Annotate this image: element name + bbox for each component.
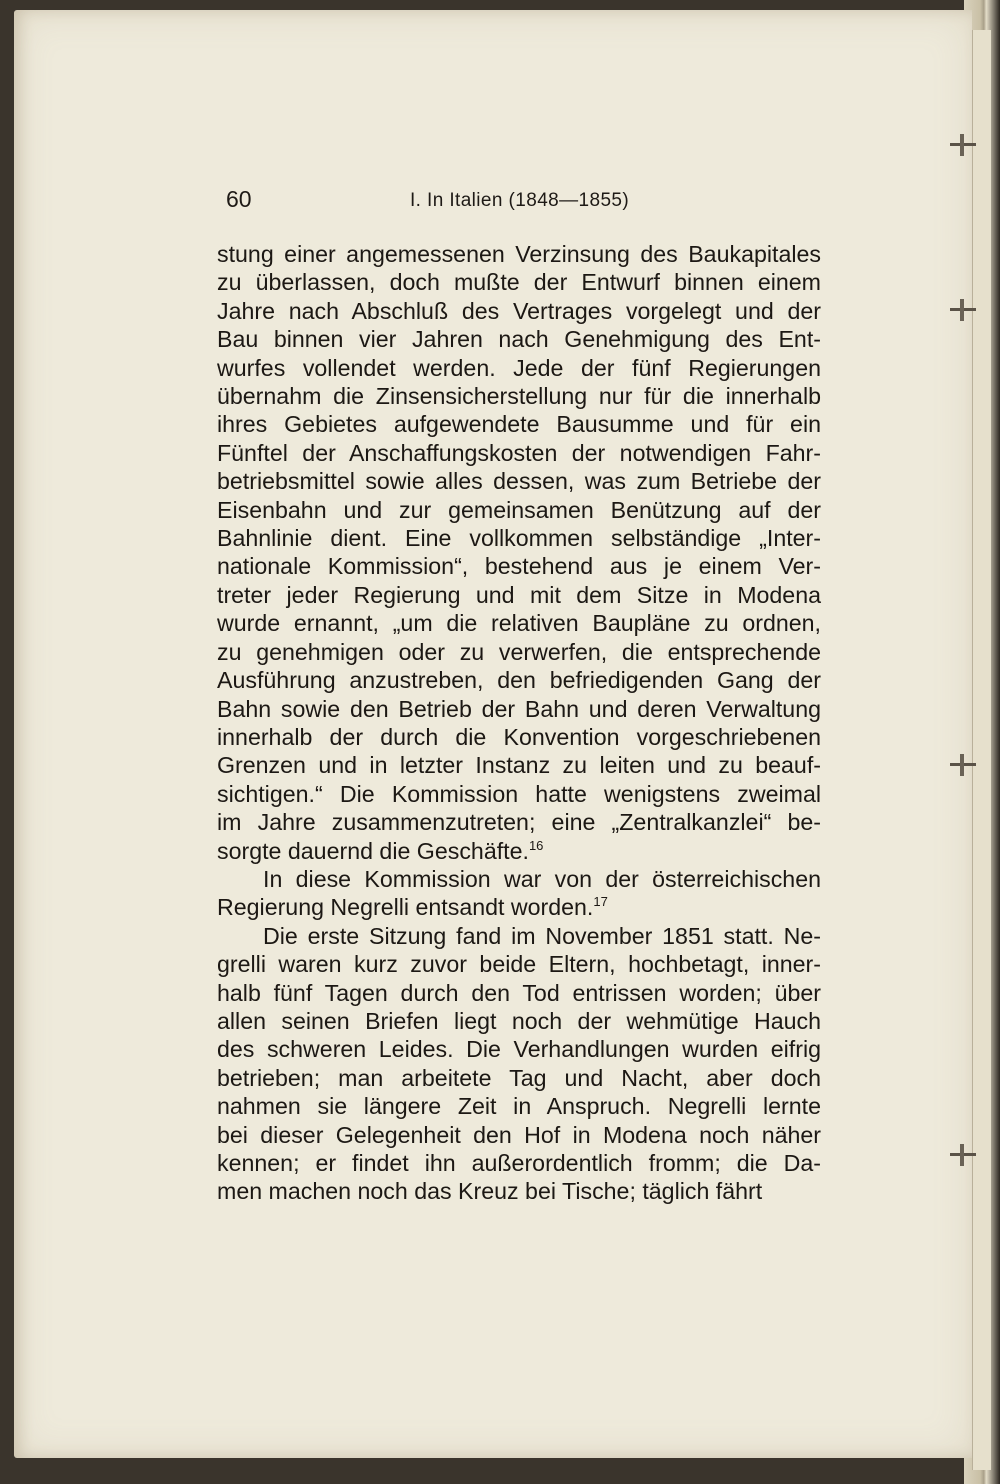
text-line: zu genehmigen oder zu verwerfen, die entsprechende	[217, 638, 821, 665]
page-tab-mark	[950, 305, 976, 315]
text-line: Bahn sowie den Betrieb der Bahn und deren Verwaltung	[217, 695, 821, 722]
text-line: innerhalb der durch die Konvention vorgeschriebenen	[217, 723, 821, 750]
text-line: Fünftel der Anschaffungskosten der notwendigen Fahr-	[217, 439, 821, 466]
text-line: Eisenbahn und zur gemeinsamen Benützung auf der	[217, 496, 821, 523]
text-line: grelli waren kurz zuvor beide Eltern, hochbetagt, inner-	[217, 951, 821, 978]
text-line: Die erste Sitzung fand im November 1851 statt. Ne-	[263, 922, 821, 949]
body-text	[217, 240, 821, 1206]
paragraph	[217, 865, 821, 922]
text-line: nahmen sie längere Zeit in Anspruch. Negrelli lernte	[217, 1093, 821, 1120]
text-line: Ausführung anzustreben, den befriedigenden Gang der	[217, 667, 821, 694]
text-line: sorgte dauernd die Geschäfte.	[217, 837, 529, 864]
text-line: treter jeder Regierung und mit dem Sitze in Modena	[217, 581, 821, 608]
page-tab-mark	[950, 140, 976, 150]
text-line: nationale Kommission“, bestehend aus je einem Ver-	[217, 553, 821, 580]
text-line: des schweren Leides. Die Verhandlungen wurden eifrig	[217, 1036, 821, 1063]
footnote-marker: 17	[593, 894, 608, 910]
text-line: im Jahre zusammenzutreten; eine „Zentralkanzlei“ be-	[217, 809, 821, 836]
footnote-marker: 16	[528, 837, 544, 853]
text-line: Bahnlinie dient. Eine vollkommen selbständige „Inter-	[217, 525, 821, 552]
text-line: wurfes vollendet werden. Jede der fünf Regierungen	[217, 354, 821, 381]
text-line: übernahm die Zinsensicherstellung nur für die innerhalb	[217, 383, 821, 410]
paragraph	[217, 922, 821, 1206]
text-line: zu überlassen, doch mußte der Entwurf binnen einem	[217, 269, 821, 296]
text-line: wurde ernannt, „um die relativen Baupläne zu ordnen,	[217, 610, 821, 637]
text-line: kennen; er findet ihn außerordentlich fromm; die Da-	[217, 1150, 821, 1176]
text-line: halb fünf Tagen durch den Tod entrissen worden; über	[217, 979, 821, 1006]
text-line: ihres Gebietes aufgewendete Bausumme und für ein	[217, 411, 821, 438]
paragraph	[217, 240, 821, 865]
text-line: Regierung Negrelli entsandt worden.	[217, 894, 594, 921]
running-head: I. In Italien (1848—1855)	[410, 190, 630, 211]
text-line: sichtigen.“ Die Kommission hatte wenigstens zweimal	[217, 780, 821, 807]
text-line: stung einer angemessenen Verzinsung des Baukapitales	[217, 241, 821, 267]
text-line: Jahre nach Abschluß des Vertrages vorgelegt und der	[217, 297, 821, 324]
text-line: Bau binnen vier Jahren nach Genehmigung des Ent-	[217, 326, 821, 353]
text-line: betriebsmittel sowie alles dessen, was zum Betriebe der	[217, 468, 821, 495]
page-tab-mark	[950, 760, 976, 770]
text-line: betrieben; man arbeitete Tag und Nacht, aber doch	[217, 1064, 821, 1091]
page-tab-mark	[950, 1150, 976, 1160]
next-page-edge	[972, 30, 991, 1470]
text-line: men machen noch das Kreuz bei Tische; täglich fährt	[217, 1178, 763, 1205]
page-header	[226, 186, 826, 216]
text-line: bei dieser Gelegenheit den Hof in Modena noch näher	[217, 1121, 821, 1148]
text-line: In diese Kommission war von der österreichischen	[263, 865, 821, 892]
page-number: 60	[226, 186, 252, 212]
text-line: allen seinen Briefen liegt noch der wehmütige Hauch	[217, 1007, 821, 1034]
text-line: Grenzen und in letzter Instanz zu leiten und zu beauf-	[217, 752, 821, 779]
